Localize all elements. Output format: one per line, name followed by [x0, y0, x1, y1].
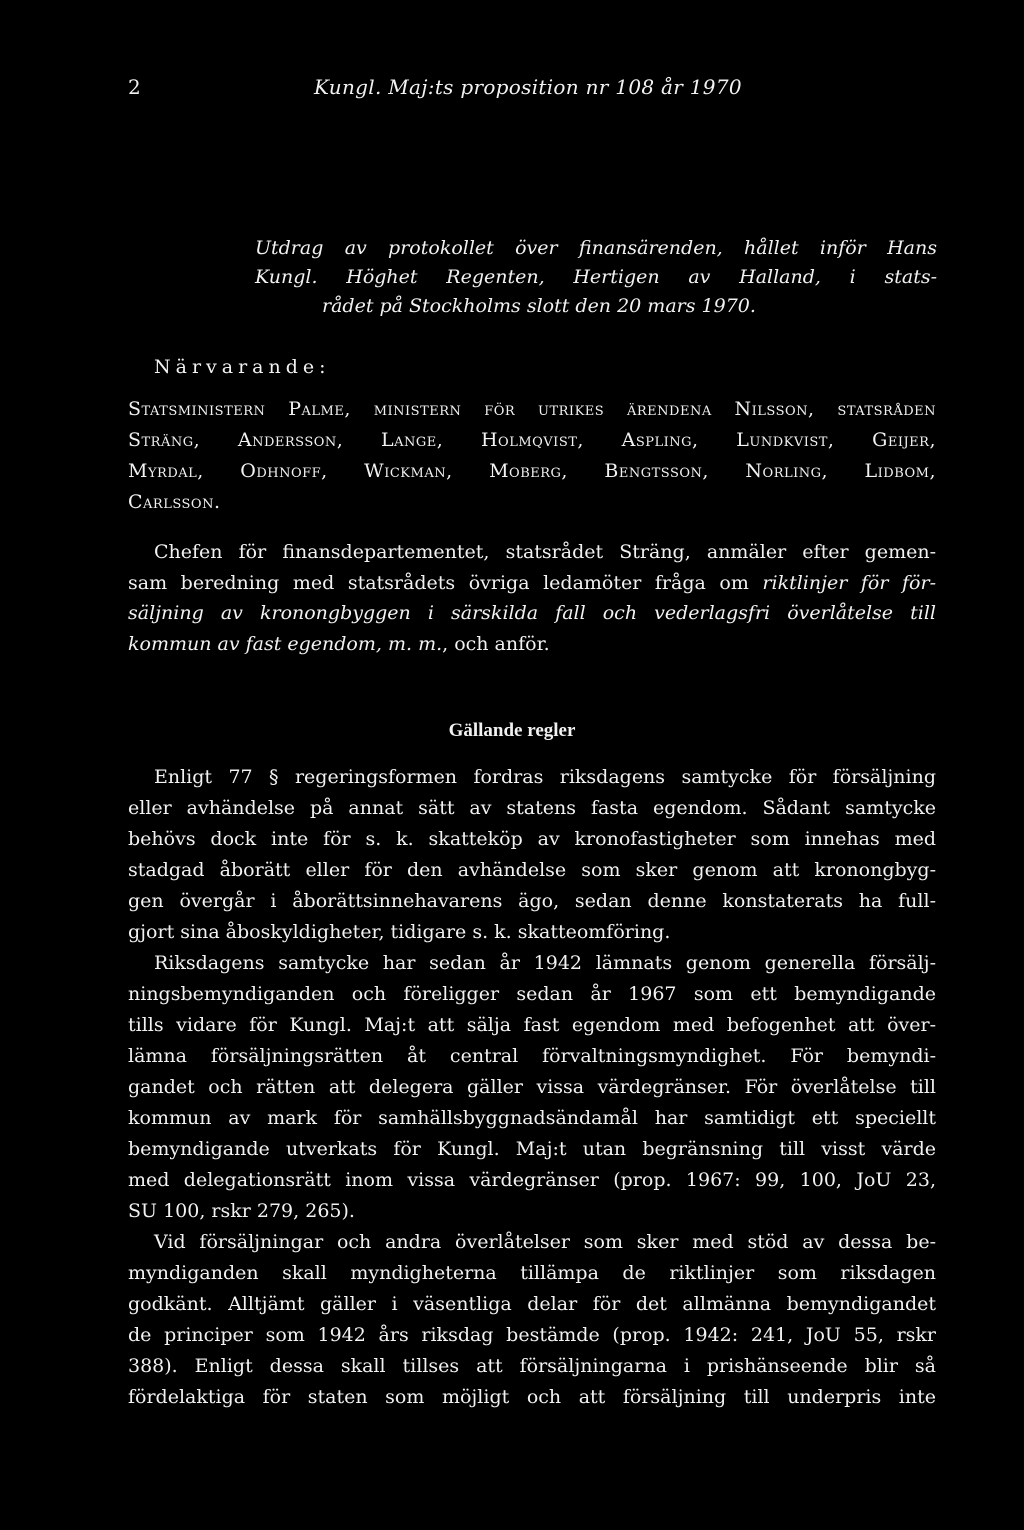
intro-line — [128, 568, 936, 599]
body-line: SU 100, rskr 279, 265). — [128, 1200, 355, 1222]
body-line: Riksdagens samtycke har sedan år 1942 lämnats genom generella försälj- — [154, 952, 936, 974]
intro-text: , och anför. — [442, 632, 550, 655]
body-line: behövs dock inte för s. k. skatteköp av kronofastigheter som innehas med — [128, 828, 936, 850]
extract-line: Utdrag av protokollet över finansärenden, hållet inför Hans — [255, 237, 937, 259]
intro-text: sam beredning med statsrådets övriga ledamöter fråga om — [128, 571, 763, 594]
body-line: tills vidare för Kungl. Maj:t att sälja fast egendom med befogenhet att över- — [128, 1014, 936, 1036]
section-heading: Gällande regler — [448, 720, 576, 741]
body-line: gandet och rätten att delegera gäller vissa värdegränser. För överlåtelse till — [128, 1076, 936, 1098]
body-line: med delegationsrätt inom vissa värdegränser (prop. 1967: 99, 100, JoU 23, — [128, 1169, 936, 1191]
running-title: Kungl. Maj:ts proposition nr 108 år 1970 — [314, 75, 742, 99]
attendee-line: Carlsson. — [128, 491, 221, 513]
body-line: gjort sina åboskyldigheter, tidigare s. k. skatteomföring. — [128, 921, 671, 943]
attendee-line: Myrdal, Odhnoff, Wickman, Moberg, Bengtsson, Norling, Lidbom, — [128, 460, 936, 482]
body-line: stadgad åborätt eller för den avhändelse som sker genom att kronongbyg- — [128, 859, 936, 881]
protocol-extract — [255, 234, 937, 321]
body-line: gen övergår i åborättsinnehavarens ägo, sedan denne konstaterats ha full- — [128, 890, 936, 912]
body-line: eller avhändelse på annat sätt av statens fasta egendom. Sådant samtycke — [128, 797, 936, 819]
body-line: kommun av mark för samhällsbyggnadsändamål har samtidigt ett speciellt — [128, 1107, 936, 1129]
body-line: Enligt 77 § regeringsformen fordras riksdagens samtycke för försäljning — [154, 766, 936, 788]
extract-line: Kungl. Höghet Regenten, Hertigen av Halland, i stats- — [255, 266, 937, 288]
intro-line — [128, 598, 936, 629]
body-text — [128, 762, 936, 1413]
attendee-list — [128, 394, 936, 518]
body-line: fördelaktiga för staten som möjligt och att försäljning till underpris inte — [128, 1386, 936, 1408]
intro-line: Chefen för finansdepartementet, statsrådet Sträng, anmäler efter gemen- — [154, 541, 936, 563]
body-line: bemyndigande utverkats för Kungl. Maj:t utan begränsning till visst värde — [128, 1138, 936, 1160]
body-line: de principer som 1942 års riksdag bestämde (prop. 1942: 241, JoU 55, rskr — [128, 1324, 936, 1346]
extract-line: rådet på Stockholms slott den 20 mars 1970. — [322, 295, 756, 317]
body-line: Vid försäljningar och andra överlåtelser som sker med stöd av dessa be- — [154, 1231, 936, 1253]
intro-subject: säljning av kronongbyggen i särskilda fall och vederlagsfri överlåtelse till — [128, 602, 936, 624]
body-line: lämna försäljningsrätten åt central förvaltningsmyndighet. För bemyndi- — [128, 1045, 936, 1067]
attendee-line: Sträng, Andersson, Lange, Holmqvist, Aspling, Lundkvist, Geijer, — [128, 429, 936, 451]
intro-subject: kommun av fast egendom, m. m. — [128, 632, 443, 655]
page-number: 2 — [128, 75, 141, 99]
intro-line — [128, 629, 936, 660]
body-line: 388). Enligt dessa skall tillses att försäljningarna i prishänseende blir så — [128, 1355, 936, 1377]
body-line: myndiganden skall myndigheterna tillämpa de riktlinjer som riksdagen — [128, 1262, 936, 1284]
intro-paragraph — [128, 537, 936, 659]
intro-subject: riktlinjer för för- — [762, 571, 937, 594]
present-label: Närvarande: — [154, 356, 331, 378]
attendee-line: Statsministern Palme, ministern för utrikes ärendena Nilsson, statsråden — [128, 398, 936, 420]
body-line: godkänt. Alltjämt gäller i väsentliga delar för det allmänna bemyndigandet — [128, 1293, 936, 1315]
page-header — [128, 70, 908, 104]
body-line: ningsbemyndiganden och föreligger sedan år 1967 som ett bemyndigande — [128, 983, 936, 1005]
